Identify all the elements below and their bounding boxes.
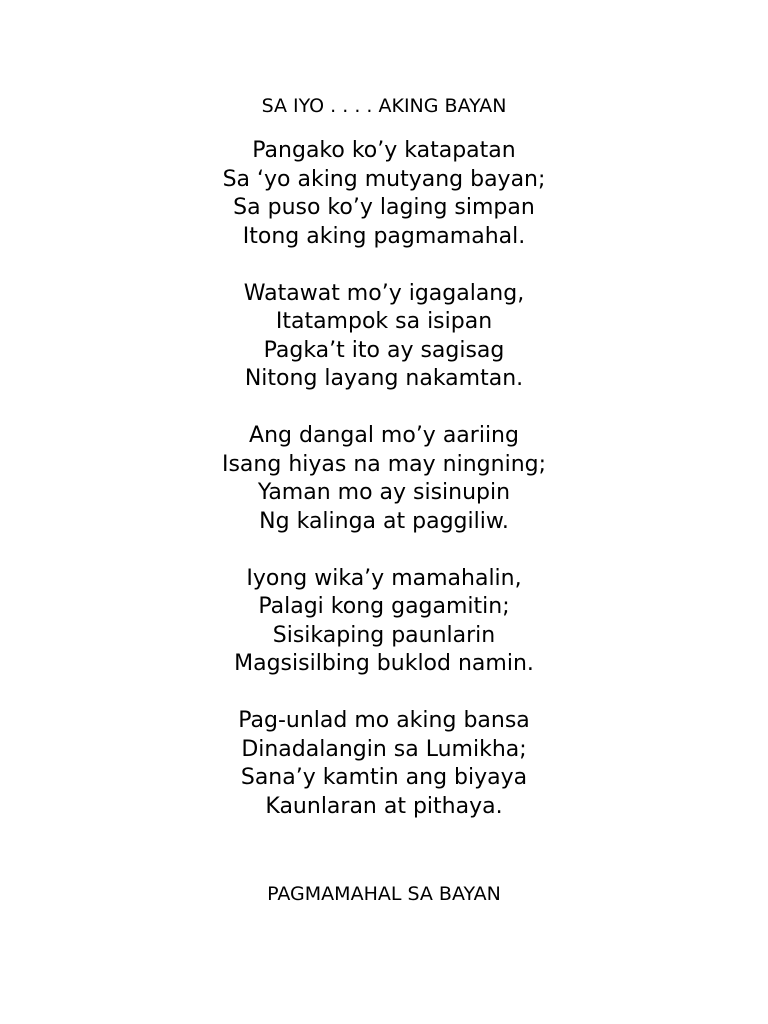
poem-title: SA IYO . . . . AKING BAYAN [261, 95, 507, 117]
poem-line: Ng kalinga at paggiliw. [259, 508, 509, 534]
poem-line: Sa ‘yo aking mutyang bayan; [222, 166, 546, 192]
stanza [0, 137, 768, 251]
poem-line: Sa puso ko’y laging simpan [233, 195, 535, 220]
poem-line: Ang dangal mo’y aariing [249, 423, 519, 448]
poem-line: Kaunlaran at pithaya. [265, 793, 503, 819]
footer-title: PAGMAMAHAL SA BAYAN [267, 883, 501, 905]
poem-line: Watawat mo’y igagalang, [243, 280, 525, 306]
poem-line: Isang hiyas na may ningning; [221, 451, 547, 477]
poem-line: Sana’y kamtin ang biyaya [240, 765, 528, 790]
poem-line: Dinadalangin sa Lumikha; [241, 736, 527, 762]
stanza [0, 280, 768, 394]
poem-line: Sisikaping paunlarin [272, 622, 496, 648]
poem-line: Itatampok sa isipan [275, 309, 493, 334]
poem-line: Itong aking pagmamahal. [242, 223, 526, 249]
poem-line: Magsisilbing buklod namin. [234, 651, 534, 676]
poem-line: Pag-unlad mo aking bansa [238, 708, 530, 733]
stanza [0, 707, 768, 821]
poem-line: Yaman mo ay sisinupin [257, 480, 511, 505]
stanza [0, 565, 768, 679]
stanza [0, 422, 768, 536]
poem-body [0, 137, 768, 850]
poem-line: Pangako ko’y katapatan [252, 138, 516, 163]
poem-line: Palagi kong gagamitin; [258, 594, 510, 619]
poem-line: Nitong layang nakamtan. [244, 366, 524, 391]
poem-line: Iyong wika’y mamahalin, [246, 565, 522, 591]
poem-line: Pagka’t ito ay sagisag [263, 337, 505, 363]
